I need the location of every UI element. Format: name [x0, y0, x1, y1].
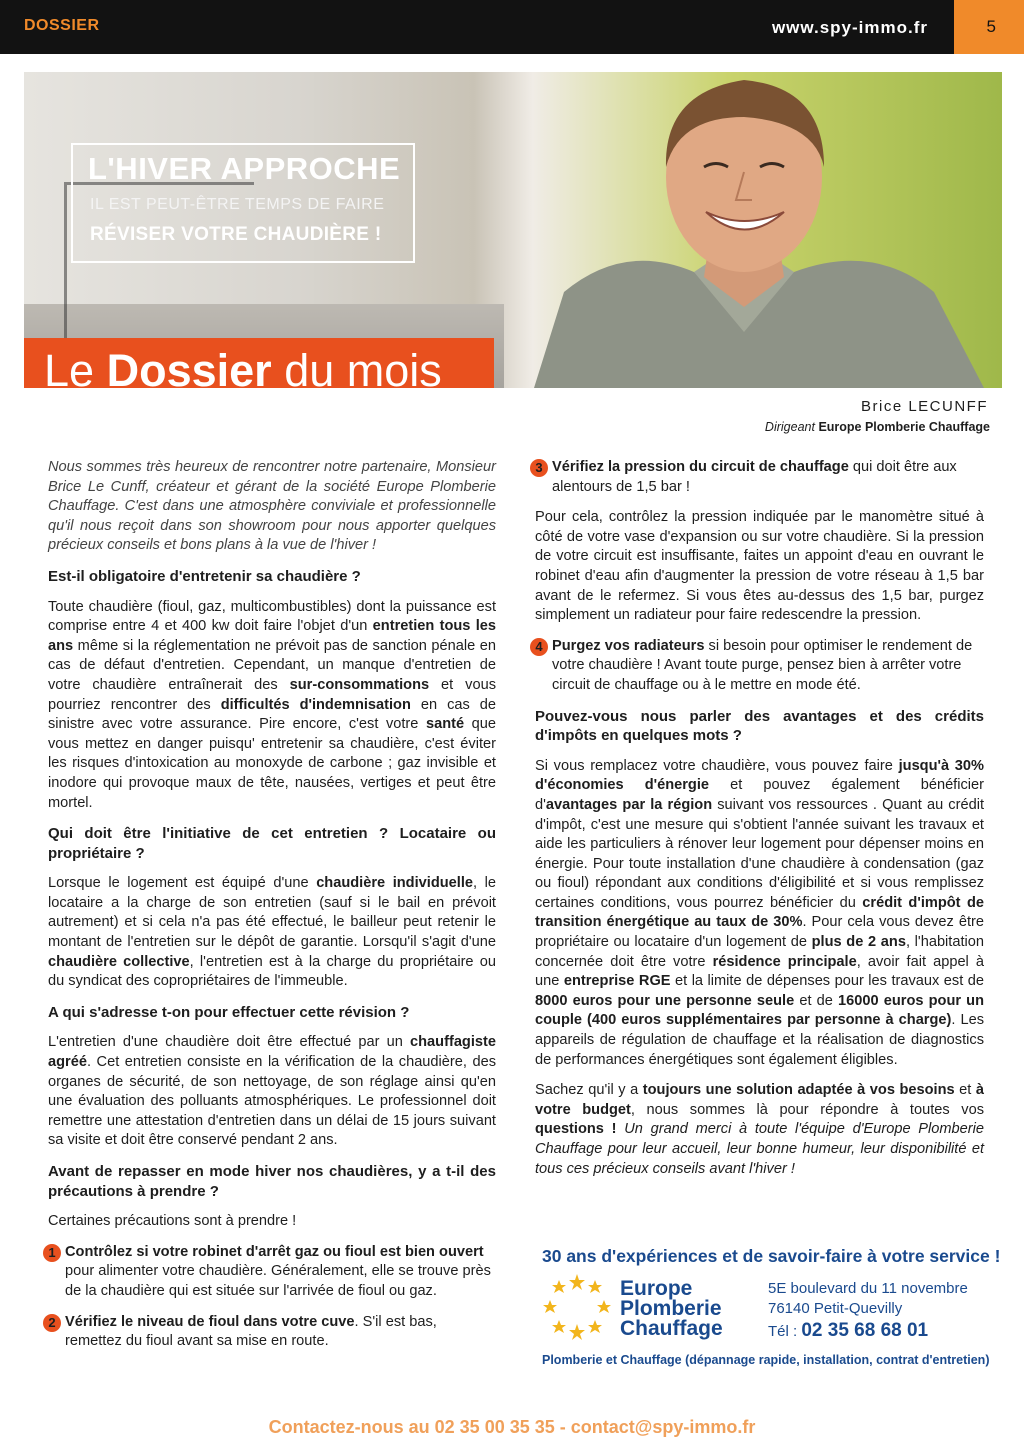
- company-logo-text: Europe Plomberie Chauffage: [620, 1277, 723, 1340]
- list-item: 2 Vérifiez le niveau de fioul dans votre cuve. S'il est bas, remettez du fioul avant sa mise en route.: [48, 1313, 496, 1352]
- intro-paragraph: Nous sommes très heureux de rencontrer notre partenaire, Monsieur Brice Le Cunff, créateur et gérant de la société Europe Plomberie Chauffage. C'est dans une atmosphère conviviale et professionnelle qu'il nous reçoit dans son showroom pour nous apporter quelques précieux conseils et bons plans à la vue de l'hiver !: [48, 459, 496, 554]
- answer-paragraph: Pour cela, contrôlez la pression indiquée par le manomètre situé à côté de votre vase d'expansion ou sur votre chaudière. Si la pression de votre circuit est insuffisante, faites un appoint d'eau en ouvrant le robinet d'eau afin d'augmenter la pression de votre réseau à 1,5 bar avant de le refermez. Si vous êtes au-dessus des 1,5 bar, purgez simplement un radiateur pour faire redescendre la pression.: [535, 509, 984, 624]
- headline-title: L'HIVER APPROCHE: [88, 151, 401, 186]
- question-heading: Avant de repasser en mode hiver nos chaudières, y a t-il des précautions à prendre ?: [48, 1163, 496, 1200]
- company-address: 5E boulevard du 11 novembre 76140 Petit-Quevilly: [768, 1280, 968, 1317]
- caption-role: Dirigeant Europe Plomberie Chauffage: [764, 420, 990, 434]
- question-heading: Qui doit être l'initiative de cet entretien ? Locataire ou propriétaire ?: [48, 825, 496, 862]
- ad-title: 30 ans d'expériences et de savoir-faire à votre service !: [542, 1246, 1001, 1266]
- caption-name: Brice LECUNFF: [860, 398, 988, 415]
- dossier-title: Le Dossier du mois: [44, 345, 442, 396]
- answer-paragraph: Lorsque le logement est équipé d'une chaudière individuelle, le locataire a la charge de son entretien (sauf si le bail en prévoit autrement) et si cela n'a pas été effectué, le bailleur peut retenir le montant de l'entretien sur le dépôt de garantie. Lorsqu'il s'agit d'une chaudière collective, l'entretien est à la charge du propriétaire ou du syndicat des copropriétaires de l'immeuble.: [48, 875, 496, 990]
- section-label: DOSSIER: [24, 17, 100, 34]
- closing-paragraph: Sachez qu'il y a toujours une solution adaptée à vos besoins et à votre budget, nous sommes là pour répondre à toutes vos questions ! Un grand merci à toute l'équipe d'Europe Plomberie Chauffage pour leur accueil, leur bonne humeur, leur disponibilité et tous ces précieux conseils avant l'hiver !: [535, 1082, 985, 1177]
- answer-paragraph: Si vous remplacez votre chaudière, vous pouvez faire jusqu'à 30% d'économies d'énergie et pouvez également bénéficier d'avantages par la région suivant vos ressources . Quant au crédit d'impôt, c'est une mesure qui s'obtient l'année suivant les travaux et aide les particuliers à rénover leur logement pour dépenser moins en énergie. Pour toute installation d'une chaudière à condensation (gaz ou fioul) répondant aux conditions d'éligibilité et si vous remplissez certaines conditions, vous pourrez bénéficier du crédit d'impôt de transition énergétique au taux de 30%. Pour cela vous devez être propriétaire ou locataire d'un logement de plus de 2 ans, l'habitation concernée doit être votre résidence principale, avoir fait appel à une entreprise RGE et la limite de dépenses pour les travaux est de 8000 euros pour une personne seule et de 16000 euros pour un couple (400 euros supplémentaires par personne à charge). Les appareils de régulation de chauffage et la réalisation de diagnostics de performances énergétiques sont également éligibles.: [535, 757, 985, 1068]
- headline-subline-2: RÉVISER VOTRE CHAUDIÈRE !: [90, 224, 382, 245]
- step-number-badge: 1: [43, 1244, 61, 1262]
- answer-paragraph: Toute chaudière (fioul, gaz, multicombustibles) dont la puissance est comprise entre 4 et 400 kw doit faire l'objet d'un entretien tous les ans même si la réglementation ne prévoit pas de sanction pénale en cas de défaut d'entretien. Cependant, un manque d'entretien de votre chaudière entraînerait des sur-consommations et vous pourriez rencontrer des difficultés d'indemnisation en cas de sinistre avec votre assurance. Pire encore, c'est votre santé que vous mettez en danger puisqu' entretenir sa chaudière, c'est éviter les risques d'intoxication au monoxyde de carbone ; gaz invisible et inodore qui provoque maux de tête, nausées, vertiges et peut être mortel.: [48, 598, 496, 811]
- article-right-column: [535, 458, 984, 1190]
- question-heading: A qui s'adresse t-on pour effectuer cette révision ?: [48, 1003, 410, 1021]
- question-heading: Pouvez-vous nous parler des avantages et des crédits d'impôts en quelques mots ?: [535, 707, 984, 745]
- contact-line[interactable]: Contactez-nous au 02 35 00 35 35 - contact@spy-immo.fr: [268, 1417, 756, 1437]
- company-phone[interactable]: Tél : 02 35 68 68 01: [768, 1320, 929, 1341]
- step-number-badge: 4: [530, 638, 548, 656]
- list-item: 3 Vérifiez la pression du circuit de chauffage qui doit être aux alentours de 1,5 bar !: [535, 458, 984, 497]
- site-url[interactable]: www.spy-immo.fr: [771, 18, 928, 37]
- list-item: 4 Purgez vos radiateurs si besoin pour optimiser le rendement de votre chaudière ! Avant toute purge, pensez bien à arrêter votre circuit de chauffage ou à le mettre en mode été.: [535, 637, 984, 696]
- step-number-badge: 3: [530, 459, 548, 477]
- answer-paragraph: L'entretien d'une chaudière doit être effectué par un chauffagiste agréé. Cet entretien consiste en la vérification de la chaudière, des organes de sécurité, de son nettoyage, de son réglage ainsi qu'en une évaluation des polluants atmosphériques. Le professionnel doit remettre une attestation d'entretien dans un délai de 15 jours suivant sa visite et doit être conservé pendant 2 ans.: [48, 1034, 496, 1149]
- top-bar: [0, 0, 1024, 54]
- ad-services-line: Plomberie et Chauffage (dépannage rapide, installation, contrat d'entretien): [542, 1353, 990, 1367]
- list-item: 1 Contrôlez si votre robinet d'arrêt gaz ou fioul est bien ouvert pour alimenter votre chaudière. Généralement, elle se trouve près de la chaudière qui est située sur l'arrivée de fioul ou gaz.: [48, 1243, 496, 1302]
- article-left-column: [48, 458, 496, 1363]
- eu-stars-icon: [541, 1272, 613, 1342]
- portrait-illustration: [494, 72, 1002, 388]
- step-number-badge: 2: [43, 1314, 61, 1332]
- question-heading: Est-il obligatoire d'entretenir sa chaudière ?: [48, 567, 361, 585]
- page-number: 5: [986, 17, 996, 36]
- headline-subline-1: IL EST PEUT-ÊTRE TEMPS DE FAIRE: [90, 196, 385, 213]
- answer-paragraph: Certaines précautions sont à prendre !: [48, 1213, 297, 1230]
